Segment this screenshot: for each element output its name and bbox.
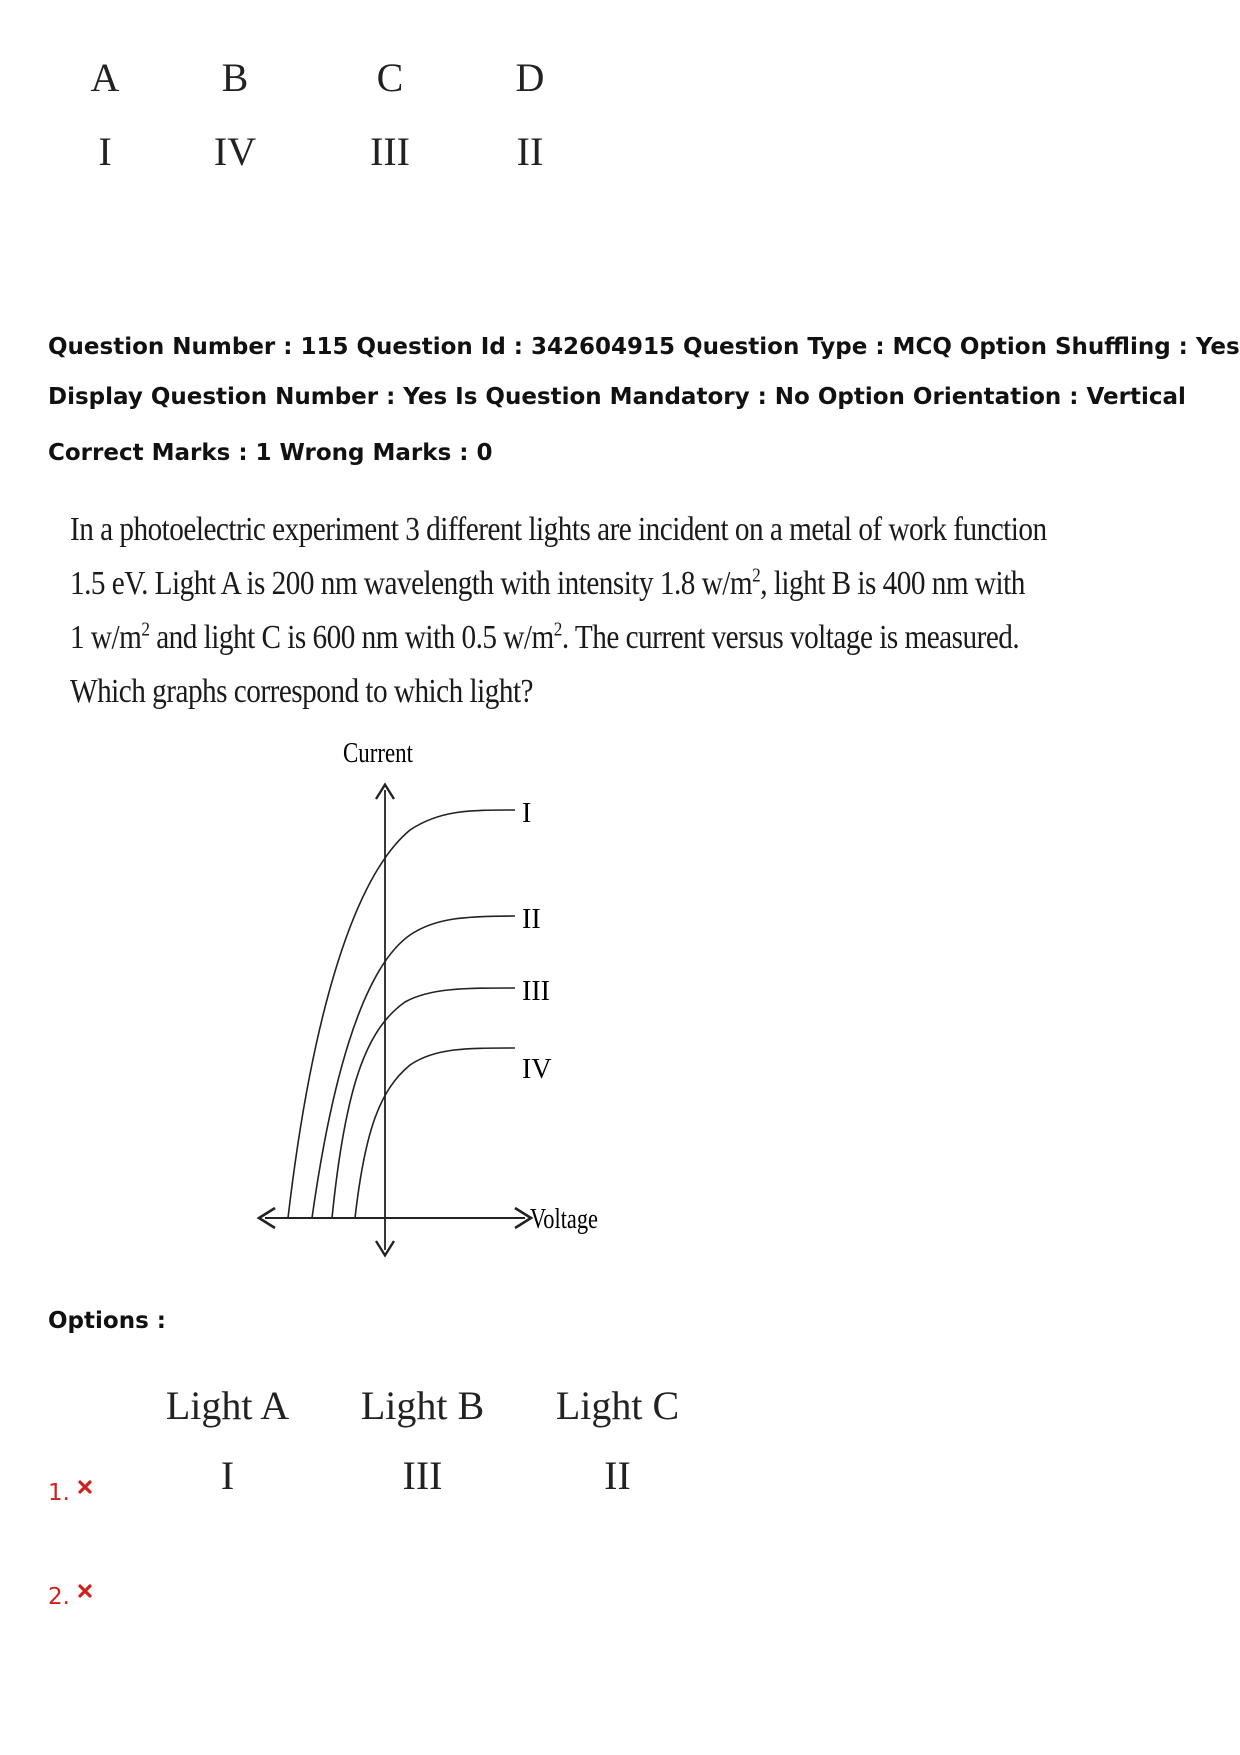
x-axis-label: Voltage [530,1204,598,1235]
question-line-2 [70,557,1025,611]
curve-label-iv: IV [522,1054,552,1085]
question-line-3-text-c: . The current versus voltage is measured. [561,619,1020,656]
question-line-3-sup-2: 2 [553,618,562,641]
curve-label-ii: II [522,904,541,935]
match-value-b: IV [213,128,257,174]
wrong-cross-icon [78,1584,92,1598]
question-marks-line: Correct Marks : 1 Wrong Marks : 0 [48,440,493,466]
question-text [70,503,1047,719]
match-header-d: D [515,54,545,100]
option-1[interactable] [48,1480,92,1506]
question-line-1 [70,503,1047,557]
match-value-c: III [370,128,410,174]
match-header-row [60,40,600,114]
option-1-header-row [130,1370,715,1440]
question-line-4-text: Which graphs correspond to which light? [70,673,534,710]
question-line-1-text: In a photoelectric experiment 3 different lights are incident on a metal of work function [70,511,1047,548]
question-line-3-sup-1: 2 [141,618,150,641]
match-value-row [60,114,600,188]
option-1-value-row [130,1440,715,1510]
option-1-value-light-c: II [604,1452,631,1498]
option-2-number: 2. [48,1584,70,1610]
option-1-value-light-a: I [220,1452,235,1498]
curve-label-i: I [522,798,532,829]
question-line-2-text-a: 1.5 eV. Light A is 200 nm wavelength with intensity 1.8 w/m [70,565,753,602]
match-header-c: C [376,54,404,100]
option-1-header-light-c: Light C [555,1382,680,1428]
question-line-3 [70,611,1020,665]
option-1-header-light-b: Light B [360,1382,485,1428]
match-value-a: I [98,128,112,174]
option-1-header-light-a: Light A [165,1382,290,1428]
options-label: Options : [48,1308,166,1334]
question-meta-line-2: Display Question Number : Yes Is Question Mandatory : No Option Orientation : Vertical [48,384,1186,410]
option-1-number: 1. [48,1480,70,1506]
y-axis-label: Current [343,738,414,769]
option-1-value-light-b: III [402,1452,443,1498]
question-meta-line-1: Question Number : 115 Question Id : 342604915 Question Type : MCQ Option Shuffling : Yes [48,334,1240,360]
current-voltage-graph [250,730,630,1260]
question-line-3-text-a: 1 w/m [70,619,142,656]
question-line-2-sup: 2 [752,564,761,587]
match-header-b: B [221,54,249,100]
match-value-d: II [516,128,544,174]
curve-ii [312,916,515,1218]
question-line-4 [70,665,827,719]
option-2[interactable] [48,1584,92,1610]
question-line-2-text-b: , light B is 400 nm with [760,565,1025,602]
wrong-cross-icon [78,1480,92,1494]
curve-iv [355,1048,515,1218]
option-1-table[interactable] [130,1370,715,1510]
curve-label-iii: III [522,976,550,1007]
question-line-3-text-b: and light C is 600 nm with 0.5 w/m [149,619,554,656]
previous-match-table [60,40,600,188]
match-header-a: A [90,54,120,100]
